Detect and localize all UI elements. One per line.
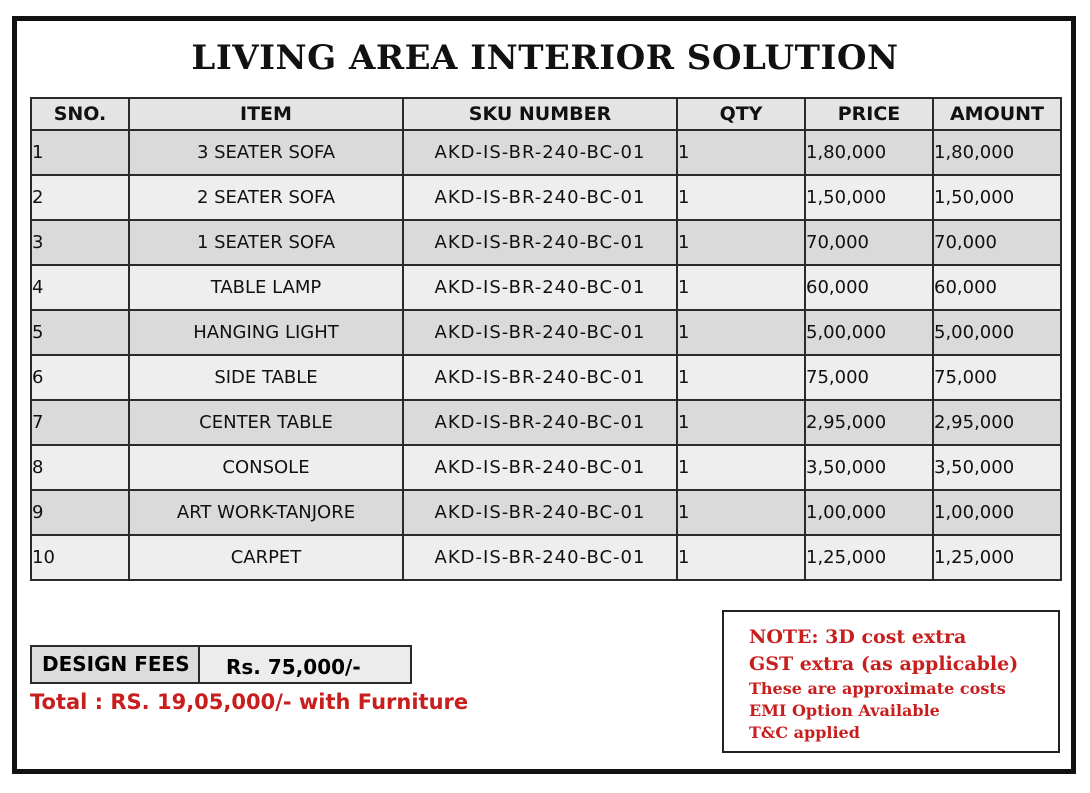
cell-item: TABLE LAMP — [129, 265, 403, 310]
cell-amount: 5,00,000 — [933, 310, 1061, 355]
cell-amount: 1,25,000 — [933, 535, 1061, 580]
cell-sku: AKD-IS-BR-240-BC-01 — [403, 400, 677, 445]
cell-amount: 1,50,000 — [933, 175, 1061, 220]
note-line: GST extra (as applicable) — [749, 653, 1019, 675]
cell-item: 2 SEATER SOFA — [129, 175, 403, 220]
cell-sku: AKD-IS-BR-240-BC-01 — [403, 175, 677, 220]
note-line: NOTE: 3D cost extra — [749, 626, 967, 648]
cell-qty: 1 — [677, 535, 805, 580]
items-table — [30, 97, 1062, 581]
cell-item: CARPET — [129, 535, 403, 580]
cell-sno: 10 — [31, 535, 129, 580]
table-row — [31, 400, 1061, 445]
note-line: These are approximate costs — [749, 679, 1006, 698]
note-line: EMI Option Available — [749, 701, 940, 720]
cell-sno: 8 — [31, 445, 129, 490]
cell-price: 70,000 — [805, 220, 933, 265]
cell-price: 5,00,000 — [805, 310, 933, 355]
total-text: Total : RS. 19,05,000/- with Furniture — [30, 690, 469, 714]
cell-sno: 6 — [31, 355, 129, 400]
cell-qty: 1 — [677, 220, 805, 265]
header-qty: QTY — [677, 98, 805, 130]
cell-sno: 2 — [31, 175, 129, 220]
cell-item: HANGING LIGHT — [129, 310, 403, 355]
cell-item: CONSOLE — [129, 445, 403, 490]
cell-sku: AKD-IS-BR-240-BC-01 — [403, 310, 677, 355]
cell-qty: 1 — [677, 445, 805, 490]
cell-sku: AKD-IS-BR-240-BC-01 — [403, 355, 677, 400]
header-amount: AMOUNT — [933, 98, 1061, 130]
table-row — [31, 310, 1061, 355]
cell-price: 1,25,000 — [805, 535, 933, 580]
table-row — [31, 265, 1061, 310]
cell-sno: 7 — [31, 400, 129, 445]
cell-sku: AKD-IS-BR-240-BC-01 — [403, 535, 677, 580]
cell-qty: 1 — [677, 175, 805, 220]
table-row — [31, 220, 1061, 265]
cell-qty: 1 — [677, 130, 805, 175]
cell-qty: 1 — [677, 400, 805, 445]
cell-price: 1,00,000 — [805, 490, 933, 535]
design-fees-value: Rs. 75,000/- — [226, 655, 361, 679]
design-fees-box — [30, 645, 412, 684]
cell-qty: 1 — [677, 310, 805, 355]
table-row — [31, 445, 1061, 490]
cell-price: 1,50,000 — [805, 175, 933, 220]
cell-amount: 60,000 — [933, 265, 1061, 310]
cell-qty: 1 — [677, 265, 805, 310]
cell-sku: AKD-IS-BR-240-BC-01 — [403, 265, 677, 310]
cell-price: 75,000 — [805, 355, 933, 400]
cell-amount: 75,000 — [933, 355, 1061, 400]
cell-sno: 3 — [31, 220, 129, 265]
cell-price: 3,50,000 — [805, 445, 933, 490]
cell-amount: 3,50,000 — [933, 445, 1061, 490]
cell-item: 1 SEATER SOFA — [129, 220, 403, 265]
cell-price: 60,000 — [805, 265, 933, 310]
cell-sku: AKD-IS-BR-240-BC-01 — [403, 130, 677, 175]
header-sno: SNO. — [31, 98, 129, 130]
cell-item: CENTER TABLE — [129, 400, 403, 445]
cell-sno: 5 — [31, 310, 129, 355]
cell-amount: 70,000 — [933, 220, 1061, 265]
table-row — [31, 175, 1061, 220]
cell-item: SIDE TABLE — [129, 355, 403, 400]
cell-sno: 1 — [31, 130, 129, 175]
cell-sku: AKD-IS-BR-240-BC-01 — [403, 445, 677, 490]
note-box — [722, 610, 1060, 753]
table-header-row — [31, 98, 1061, 130]
header-sku: SKU NUMBER — [403, 98, 677, 130]
cell-sku: AKD-IS-BR-240-BC-01 — [403, 490, 677, 535]
table-row — [31, 490, 1061, 535]
header-item: ITEM — [129, 98, 403, 130]
cell-qty: 1 — [677, 490, 805, 535]
cell-sno: 9 — [31, 490, 129, 535]
cell-item: ART WORK-TANJORE — [129, 490, 403, 535]
cell-sku: AKD-IS-BR-240-BC-01 — [403, 220, 677, 265]
cell-qty: 1 — [677, 355, 805, 400]
page-title: LIVING AREA INTERIOR SOLUTION — [191, 38, 899, 78]
cell-price: 2,95,000 — [805, 400, 933, 445]
cell-item: 3 SEATER SOFA — [129, 130, 403, 175]
cell-amount: 1,80,000 — [933, 130, 1061, 175]
cell-price: 1,80,000 — [805, 130, 933, 175]
table-row — [31, 535, 1061, 580]
design-fees-label: DESIGN FEES — [32, 647, 200, 682]
note-line: T&C applied — [749, 723, 860, 742]
cell-sno: 4 — [31, 265, 129, 310]
cell-amount: 1,00,000 — [933, 490, 1061, 535]
header-price: PRICE — [805, 98, 933, 130]
table-row — [31, 130, 1061, 175]
cell-amount: 2,95,000 — [933, 400, 1061, 445]
table-row — [31, 355, 1061, 400]
